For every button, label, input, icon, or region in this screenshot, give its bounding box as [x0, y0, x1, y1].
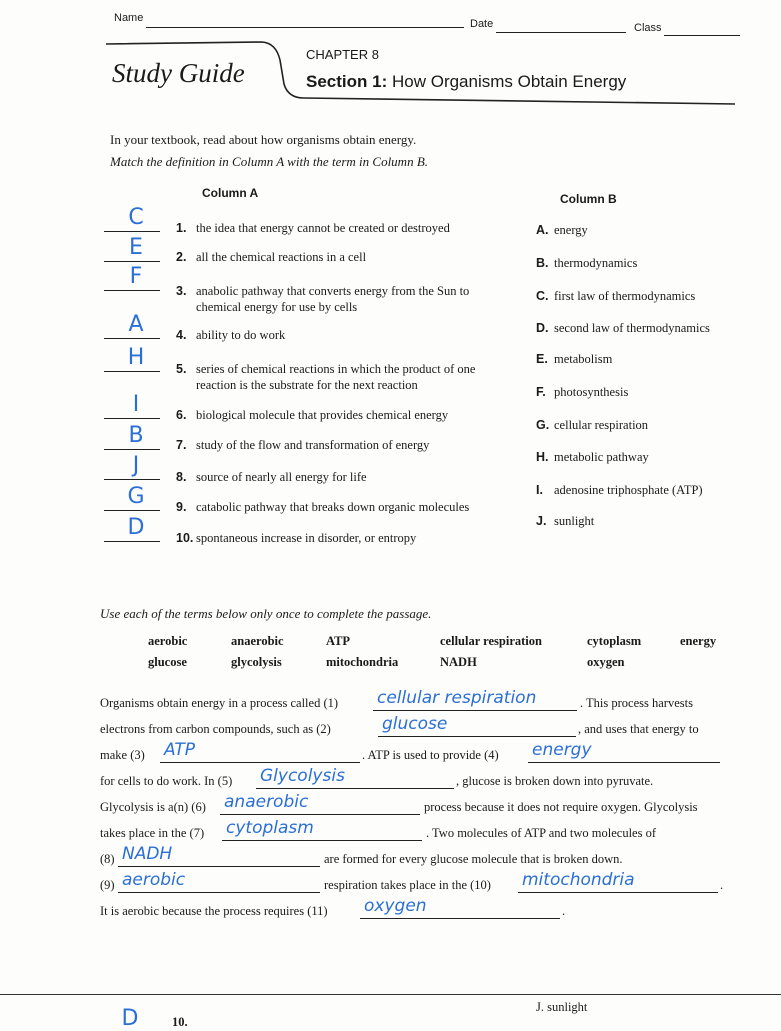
- term-letter: B.: [536, 256, 549, 270]
- answer-5[interactable]: H: [127, 345, 145, 370]
- column-b-term: [536, 450, 649, 465]
- answer-line-6: [104, 418, 160, 419]
- item-number: 4.: [176, 328, 187, 342]
- instruction-match: Match the definition in Column A with the term in Column B.: [110, 154, 429, 169]
- term-text: second law of thermodynamics: [554, 321, 710, 335]
- blank-line-9: [118, 892, 320, 893]
- passage-text: respiration takes place in the (10): [324, 878, 491, 892]
- term-letter: C.: [536, 289, 549, 303]
- term-letter: A.: [536, 223, 549, 237]
- blank-answer-1[interactable]: cellular respiration: [377, 688, 537, 708]
- column-a-heading: Column A: [202, 186, 259, 200]
- passage-text: . This process harvests: [580, 696, 693, 710]
- word-bank-term: energy: [680, 634, 717, 648]
- answer-line-10: [104, 541, 160, 542]
- blank-answer-11[interactable]: oxygen: [364, 896, 427, 916]
- blank-line-4: [528, 762, 720, 763]
- blank-answer-8[interactable]: NADH: [122, 844, 173, 864]
- chapter-label: CHAPTER 8: [306, 47, 379, 62]
- blank-line-1: [373, 710, 577, 711]
- section-number: Section 1:: [306, 72, 388, 91]
- column-a-item: [176, 283, 516, 317]
- word-bank-term: anaerobic: [231, 634, 284, 648]
- column-b-term: [536, 321, 710, 336]
- answer-1[interactable]: C: [128, 205, 144, 230]
- section-name: How Organisms Obtain Energy: [391, 72, 627, 91]
- column-a-item: [176, 327, 516, 361]
- term-text: adenosine triphosphate (ATP): [554, 483, 703, 497]
- instruction-textbook: In your textbook, read about how organisms obtain energy.: [110, 132, 417, 147]
- word-bank-term: aerobic: [148, 634, 188, 648]
- column-b-term: [536, 514, 594, 529]
- term-text: first law of thermodynamics: [554, 289, 696, 303]
- page-divider: [0, 994, 781, 995]
- blank-answer-2[interactable]: glucose: [382, 714, 448, 734]
- answer-6[interactable]: I: [132, 392, 140, 417]
- item-definition: series of chemical reactions in which the product of one reaction is the substrate for the next reaction: [196, 362, 476, 392]
- answer-3[interactable]: F: [129, 264, 143, 289]
- column-b-term: [536, 385, 628, 400]
- column-a-item: [176, 499, 516, 533]
- blank-line-2: [378, 736, 576, 737]
- blank-line-11: [360, 918, 560, 919]
- word-bank-term: cellular respiration: [440, 634, 542, 648]
- word-bank-term: glucose: [148, 655, 187, 669]
- passage-text: takes place in the (7): [100, 826, 205, 840]
- answer-7[interactable]: B: [128, 423, 144, 448]
- item-number: 7.: [176, 438, 187, 452]
- term-letter: D.: [536, 321, 549, 335]
- item-definition: source of nearly all energy for life: [196, 470, 367, 484]
- column-b-term: [536, 223, 588, 238]
- blank-answer-3[interactable]: ATP: [164, 740, 196, 760]
- answer-9[interactable]: G: [127, 484, 145, 509]
- passage-text: .: [562, 904, 566, 918]
- item-definition: anabolic pathway that converts energy from the Sun to chemical energy for use by cells: [196, 284, 470, 314]
- passage-text: are formed for every glucose molecule that is broken down.: [324, 852, 623, 866]
- column-a-item: [176, 469, 516, 503]
- column-a-item: [176, 530, 516, 564]
- passage-text: process because it does not require oxygen. Glycolysis: [424, 800, 698, 814]
- blank-line-8: [118, 866, 320, 867]
- blank-line-7: [222, 840, 422, 841]
- answer-line-3: [104, 290, 160, 291]
- answer-line-1: [104, 231, 160, 232]
- study-guide-title: Study Guide: [112, 58, 245, 88]
- item-number: 9.: [176, 500, 187, 514]
- answer-10[interactable]: D: [127, 515, 145, 540]
- blank-answer-10[interactable]: mitochondria: [522, 870, 635, 890]
- item-number: 5.: [176, 362, 187, 376]
- passage-text: (8): [100, 852, 115, 866]
- passage-text: .: [720, 878, 724, 892]
- term-letter: J.: [536, 514, 547, 528]
- term-text: metabolic pathway: [554, 450, 649, 464]
- class-label: Class: [634, 22, 662, 34]
- column-a-item: [176, 407, 516, 441]
- item-number: 8.: [176, 470, 187, 484]
- blank-line-10: [518, 892, 718, 893]
- term-letter: G.: [536, 418, 550, 432]
- word-bank-term: ATP: [326, 634, 351, 648]
- column-b-term: [536, 256, 637, 271]
- item-definition: biological molecule that provides chemical energy: [196, 408, 449, 422]
- answer-2[interactable]: E: [129, 235, 143, 260]
- column-b-heading: Column B: [560, 192, 617, 206]
- date-label: Date: [470, 18, 494, 30]
- name-label: Name: [114, 12, 144, 24]
- term-letter: E.: [536, 352, 548, 366]
- item-number: 2.: [176, 250, 187, 264]
- footer-term: J. sunlight: [536, 1000, 588, 1014]
- blank-answer-7[interactable]: cytoplasm: [226, 818, 314, 838]
- item-definition: catabolic pathway that breaks down organic molecules: [196, 500, 470, 514]
- term-text: cellular respiration: [554, 418, 649, 432]
- item-definition: all the chemical reactions in a cell: [196, 250, 367, 264]
- answer-line-2: [104, 261, 160, 262]
- blank-answer-5[interactable]: Glycolysis: [260, 766, 345, 786]
- passage-text: electrons from carbon compounds, such as (2): [100, 722, 331, 736]
- column-b-term: [536, 418, 648, 433]
- passage-text: make (3): [100, 748, 145, 762]
- item-number: 6.: [176, 408, 187, 422]
- blank-answer-9[interactable]: aerobic: [122, 870, 186, 890]
- section-title: [306, 72, 626, 92]
- item-number: 3.: [176, 284, 187, 298]
- word-bank-term: oxygen: [587, 655, 625, 669]
- answer-line-8: [104, 479, 160, 480]
- column-a-item: [176, 361, 516, 395]
- word-bank-term: cytoplasm: [587, 634, 642, 648]
- passage-text: Organisms obtain energy in a process called (1): [100, 696, 339, 710]
- passage-text: . Two molecules of ATP and two molecules of: [426, 826, 656, 840]
- term-letter: F.: [536, 385, 546, 399]
- term-text: photosynthesis: [554, 385, 629, 399]
- item-definition: the idea that energy cannot be created or destroyed: [196, 221, 450, 235]
- term-letter: I.: [536, 483, 543, 497]
- column-b-term: [536, 289, 695, 304]
- footer-answer: D: [121, 1006, 139, 1031]
- passage-text: , and uses that energy to: [578, 722, 699, 736]
- word-bank-term: glycolysis: [231, 655, 282, 669]
- footer-number: 10.: [172, 1015, 188, 1029]
- term-text: energy: [554, 223, 588, 237]
- item-definition: spontaneous increase in disorder, or entropy: [196, 531, 417, 545]
- term-text: sunlight: [554, 514, 595, 528]
- item-definition: study of the flow and transformation of energy: [196, 438, 430, 452]
- passage-text: Glycolysis is a(n) (6): [100, 800, 206, 814]
- item-definition: ability to do work: [196, 328, 286, 342]
- item-number: 1.: [176, 221, 187, 235]
- answer-8[interactable]: J: [132, 453, 140, 478]
- term-text: thermodynamics: [554, 256, 638, 270]
- blank-answer-4[interactable]: energy: [532, 740, 592, 760]
- answer-line-9: [104, 510, 160, 511]
- passage-instruction: Use each of the terms below only once to complete the passage.: [100, 606, 432, 621]
- passage-text: . ATP is used to provide (4): [362, 748, 499, 762]
- passage-text: , glucose is broken down into pyruvate.: [456, 774, 654, 788]
- answer-line-5: [104, 371, 160, 372]
- passage-text: (9): [100, 878, 115, 892]
- blank-answer-6[interactable]: anaerobic: [224, 792, 309, 812]
- blank-line-6: [220, 814, 420, 815]
- word-bank-term: NADH: [440, 655, 477, 669]
- term-text: metabolism: [554, 352, 613, 366]
- column-a-item: [176, 249, 516, 283]
- item-number: 10.: [176, 531, 194, 545]
- answer-line-4: [104, 338, 160, 339]
- column-b-term: [536, 483, 703, 498]
- answer-line-7: [104, 449, 160, 450]
- blank-line-5: [256, 788, 454, 789]
- passage-text: for cells to do work. In (5): [100, 774, 233, 788]
- blank-line-3: [160, 762, 360, 763]
- passage-text: It is aerobic because the process requires (11): [100, 904, 328, 918]
- word-bank-term: mitochondria: [326, 655, 399, 669]
- answer-4[interactable]: A: [128, 312, 144, 337]
- column-b-term: [536, 352, 612, 367]
- column-a-item: [176, 437, 516, 471]
- term-letter: H.: [536, 450, 549, 464]
